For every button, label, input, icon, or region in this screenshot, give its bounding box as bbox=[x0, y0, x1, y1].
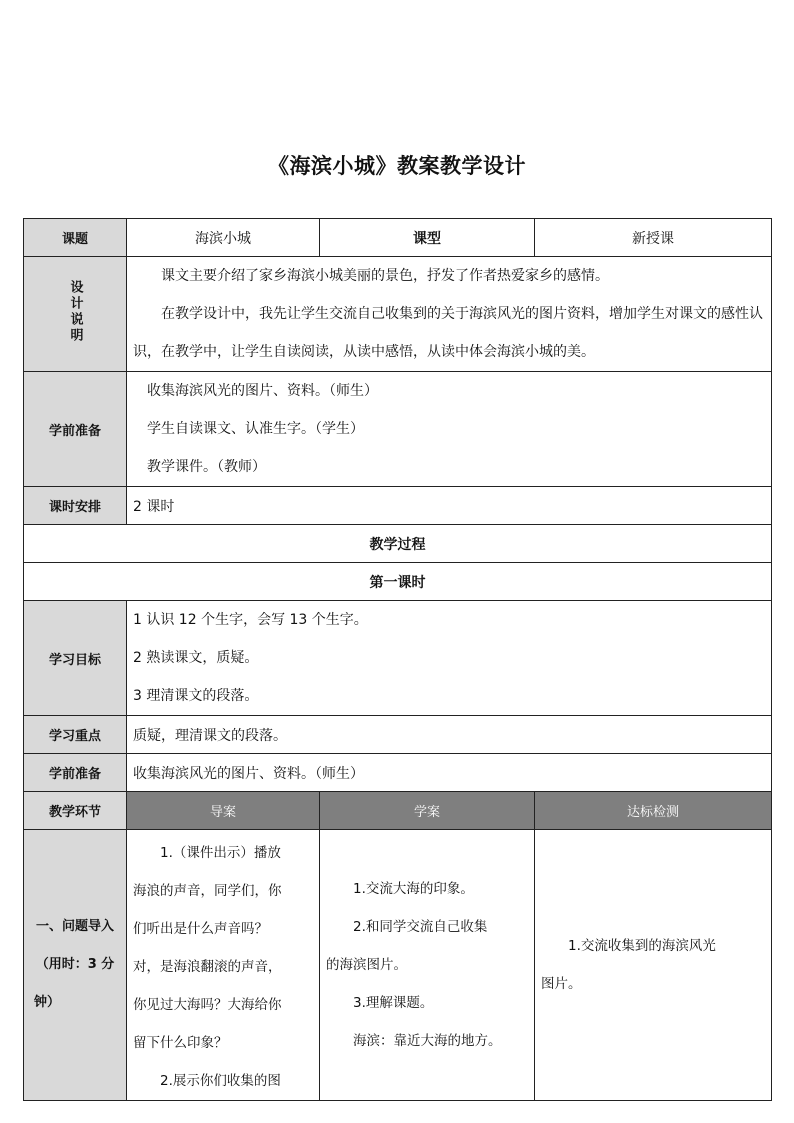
focus-row bbox=[24, 716, 772, 754]
design-line-2: 在教学设计中，我先让学生交流自己收集到的关于海滨风光的图片资料，增加学生对课文的感性认识，在教学中，让学生自读阅读，从读中感悟，从读中体会海滨小城的美。 bbox=[133, 306, 763, 360]
guide-line-1: 1.（课件出示）播放 bbox=[160, 845, 281, 861]
guide-line-6: 留下什么印象？ bbox=[133, 1035, 228, 1051]
focus-label: 学习重点 bbox=[24, 716, 127, 754]
prep-content bbox=[127, 372, 772, 487]
guide-line-3: 们听出是什么声音吗？ bbox=[133, 921, 268, 937]
section-1-row bbox=[24, 830, 772, 1101]
prep-label: 学前准备 bbox=[24, 372, 127, 487]
prep2-label: 学前准备 bbox=[24, 754, 127, 792]
prep-line-1: 收集海滨风光的图片、资料。（师生） bbox=[147, 383, 378, 399]
prep-row bbox=[24, 372, 772, 487]
goal-content bbox=[127, 601, 772, 716]
design-label: 设计说明 bbox=[67, 280, 83, 344]
guide-line-2: 海浪的声音，同学们，你 bbox=[133, 883, 282, 899]
topic-label: 课题 bbox=[24, 219, 127, 257]
guide-header: 导案 bbox=[127, 792, 320, 830]
design-description bbox=[127, 257, 772, 372]
stage-line-2: （用时：3 分 bbox=[35, 957, 115, 972]
guide-line-5: 你见过大海吗？大海给你 bbox=[133, 997, 282, 1013]
lesson-plan-table bbox=[23, 218, 772, 1101]
study-line-5: 海滨：靠近大海的地方。 bbox=[353, 1033, 502, 1049]
prep-line-3: 教学课件。（教师） bbox=[147, 459, 266, 475]
goal-row bbox=[24, 601, 772, 716]
design-line-1: 课文主要介绍了家乡海滨小城美丽的景色，抒发了作者热爱家乡的感情。 bbox=[161, 268, 609, 284]
goal-label: 学习目标 bbox=[24, 601, 127, 716]
guide-line-7: 2.展示你们收集的图 bbox=[160, 1073, 281, 1089]
schedule-value: 2 课时 bbox=[127, 487, 772, 525]
stage-line-1: 一、问题导入 bbox=[35, 919, 114, 934]
schedule-label: 课时安排 bbox=[24, 487, 127, 525]
prep2-row bbox=[24, 754, 772, 792]
prep-line-2: 学生自读课文、认准生字。（学生） bbox=[147, 421, 364, 437]
section-1-guide bbox=[127, 830, 320, 1101]
goal-line-3: 3 理清课文的段落。 bbox=[133, 688, 259, 704]
process-heading: 教学过程 bbox=[24, 525, 772, 563]
study-line-3: 的海滨图片。 bbox=[326, 957, 407, 973]
lesson-heading-row bbox=[24, 563, 772, 601]
study-line-1: 1.交流大海的印象。 bbox=[353, 881, 474, 897]
section-1-check bbox=[535, 830, 772, 1101]
study-header: 学案 bbox=[320, 792, 535, 830]
check-header: 达标检测 bbox=[535, 792, 772, 830]
stage-line-3: 钟） bbox=[34, 995, 61, 1010]
schedule-row bbox=[24, 487, 772, 525]
topic-value: 海滨小城 bbox=[127, 219, 320, 257]
section-1-study bbox=[320, 830, 535, 1101]
column-header-row bbox=[24, 792, 772, 830]
goal-line-2: 2 熟读课文，质疑。 bbox=[133, 650, 259, 666]
prep2-value: 收集海滨风光的图片、资料。（师生） bbox=[127, 754, 772, 792]
process-heading-row bbox=[24, 525, 772, 563]
focus-value: 质疑，理清课文的段落。 bbox=[127, 716, 772, 754]
type-value: 新授课 bbox=[535, 219, 772, 257]
check-line-2: 图片。 bbox=[541, 976, 582, 992]
design-row bbox=[24, 257, 772, 372]
goal-line-1: 1 认识 12 个生字，会写 13 个生字。 bbox=[133, 612, 368, 628]
topic-row bbox=[24, 219, 772, 257]
section-1-stage bbox=[24, 830, 127, 1101]
study-line-4: 3.理解课题。 bbox=[353, 995, 434, 1011]
type-label: 课型 bbox=[320, 219, 535, 257]
lesson-heading: 第一课时 bbox=[24, 563, 772, 601]
page-title: 《海滨小城》教案教学设计 bbox=[268, 153, 526, 178]
study-line-2: 2.和同学交流自己收集 bbox=[353, 919, 488, 935]
stage-header: 教学环节 bbox=[24, 792, 127, 830]
guide-line-4: 对，是海浪翻滚的声音， bbox=[133, 959, 282, 975]
check-line-1: 1.交流收集到的海滨风光 bbox=[568, 938, 716, 954]
